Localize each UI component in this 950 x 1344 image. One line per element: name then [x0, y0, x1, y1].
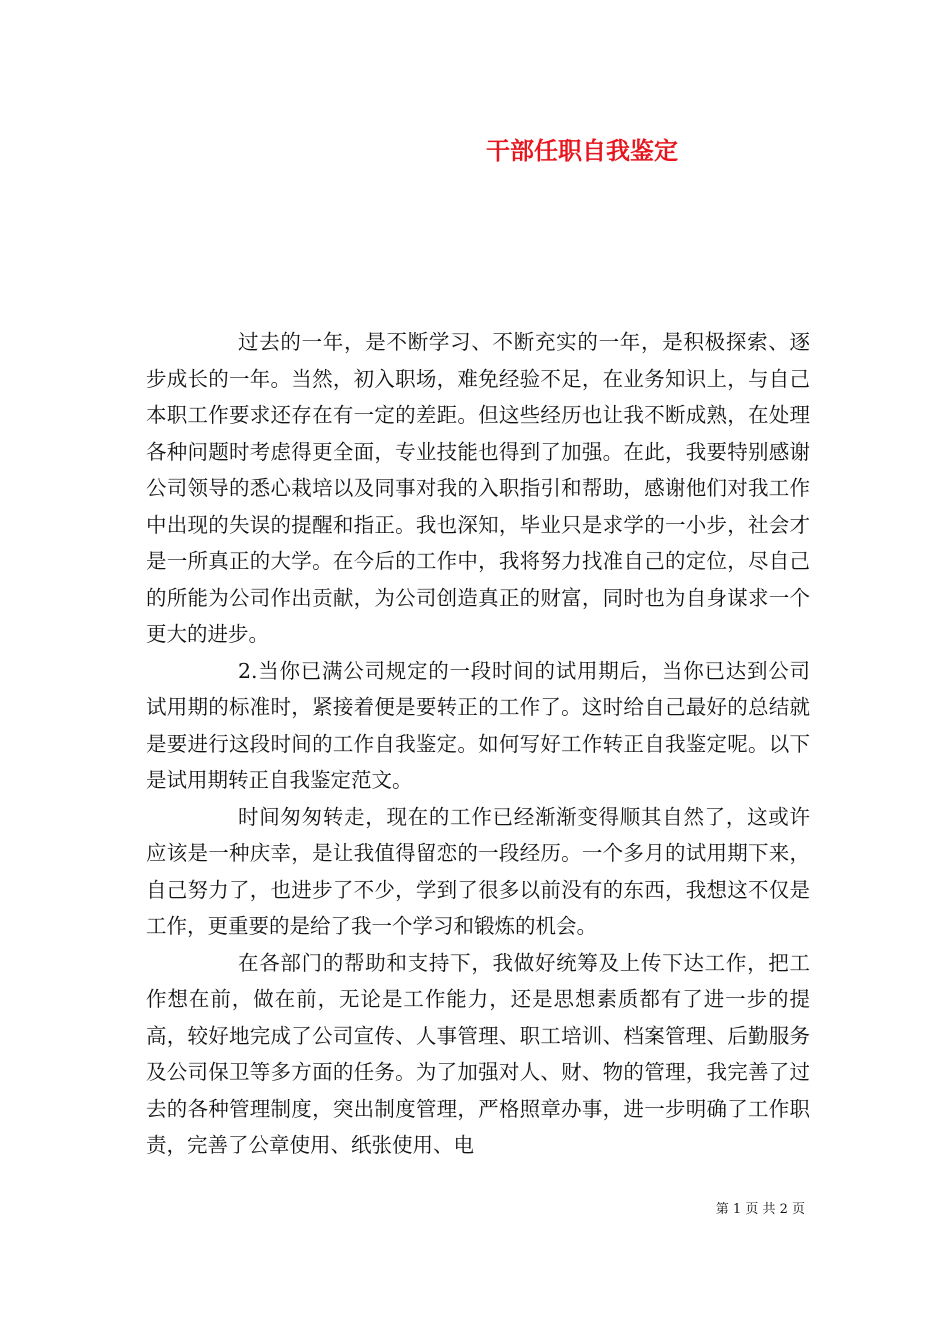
document-title: 干部任职自我鉴定 [486, 136, 678, 165]
document-body [146, 324, 810, 1180]
paragraph-4: 在各部门的帮助和支持下，我做好统筹及上传下达工作，把工作想在前，做在前，无论是工作能力，还是思想素质都有了进一步的提高，较好地完成了公司宣传、人事管理、职工培训、档案管理、后勤服务及公司保卫等多方面的任务。为了加强对人、财、物的管理，我完善了过去的各种管理制度，突出制度管理，严格照章办事，进一步明确了工作职责，完善了公章使用、纸张使用、电 [146, 950, 810, 1157]
paragraph-1: 过去的一年，是不断学习、不断充实的一年，是积极探索、逐步成长的一年。当然，初入职场，难免经验不足，在业务知识上，与自己本职工作要求还存在有一定的差距。但这些经历也让我不断成熟，在处理各种问题时考虑得更全面，专业技能也得到了加强。在此，我要特别感谢公司领导的悉心栽培以及同事对我的入职指引和帮助，感谢他们对我工作中出现的失误的提醒和指正。我也深知，毕业只是求学的一小步，社会才是一所真正的大学。在今后的工作中，我将努力找准自己的定位，尽自己的所能为公司作出贡献，为公司创造真正的财富，同时也为自身谋求一个更大的进步。 [146, 330, 810, 646]
paragraph-2: 2.当你已满公司规定的一段时间的试用期后，当你已达到公司试用期的标准时，紧接着便是要转正的工作了。这时给自己最好的总结就是要进行这段时间的工作自我鉴定。如何写好工作转正自我鉴定呢。以下是试用期转正自我鉴定范文。 [146, 658, 810, 792]
page-number-footer: 第 1 页 共 2 页 [715, 1202, 805, 1217]
paragraph-3: 时间匆匆转走，现在的工作已经渐渐变得顺其自然了，这或许应该是一种庆幸，是让我值得留恋的一段经历。一个多月的试用期下来，自己努力了，也进步了不少，学到了很多以前没有的东西，我想这不仅是工作，更重要的是给了我一个学习和锻炼的机会。 [146, 804, 810, 938]
